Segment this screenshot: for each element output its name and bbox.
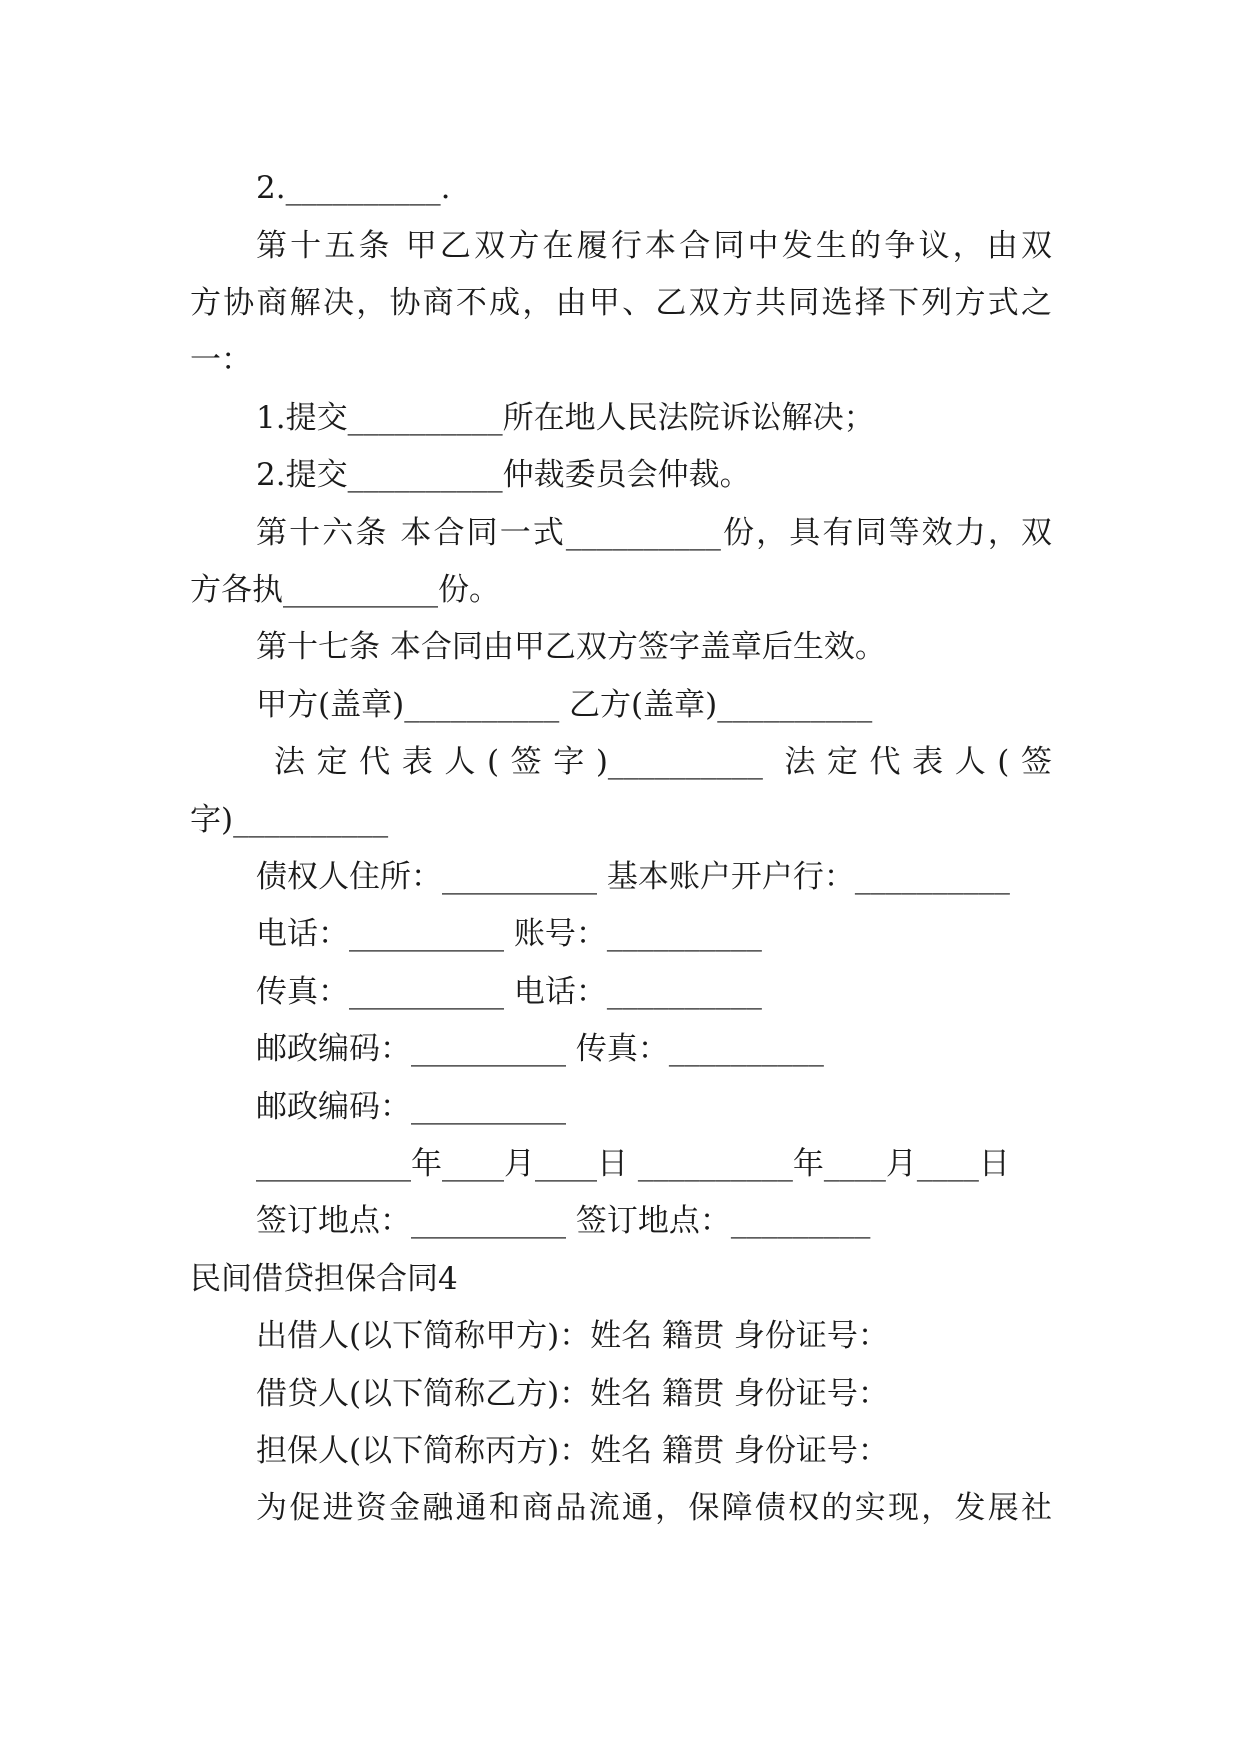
clause-15-option-2: 2.提交__________仲裁委员会仲裁。 [256, 457, 751, 493]
clause-15-continuation-end: 一： [190, 342, 252, 378]
date-line: __________年____月____日 __________年____月____日 [256, 1146, 1010, 1182]
clause-14-item-2: 2.__________. [256, 170, 451, 206]
legal-representative-continuation: 字)__________ [190, 802, 389, 838]
guarantor-line: 担保人(以下简称丙方)：姓名 籍贯 身份证号： [256, 1433, 889, 1469]
borrower-line: 借贷人(以下简称乙方)：姓名 籍贯 身份证号： [256, 1376, 889, 1412]
lender-line: 出借人(以下简称甲方)：姓名 籍贯 身份证号： [256, 1318, 889, 1354]
party-seal-line: 甲方(盖章)__________ 乙方(盖章)__________ [256, 687, 873, 723]
clause-17: 第十七条 本合同由甲乙双方签字盖章后生效。 [256, 629, 886, 665]
legal-representative-line: 法定代表人(签字)__________ 法定代表人(签 [274, 744, 1052, 780]
clause-15-option-1: 1.提交__________所在地人民法院诉讼解决； [256, 400, 875, 436]
phone-account-line: 电话：__________ 账号：__________ [256, 916, 762, 952]
section-title: 民间借贷担保合同4 [190, 1261, 458, 1297]
preamble-line: 为促进资金融通和商品流通，保障债权的实现，发展社 [256, 1490, 1052, 1526]
fax-phone-line: 传真：__________ 电话：__________ [256, 974, 762, 1010]
clause-16-heading: 第十六条 本合同一式__________份，具有同等效力，双 [256, 515, 1052, 551]
signing-place-line: 签订地点：__________ 签订地点：_________ [256, 1203, 871, 1239]
postcode-fax-line: 邮政编码：__________ 传真：__________ [256, 1031, 824, 1067]
clause-15-heading: 第十五条 甲乙双方在履行本合同中发生的争议，由双 [256, 228, 1052, 264]
clause-16-continuation: 方各执__________份。 [190, 572, 500, 608]
creditor-address-line: 债权人住所：__________ 基本账户开户行：__________ [256, 859, 1010, 895]
postcode-line: 邮政编码：__________ [256, 1089, 566, 1125]
clause-15-continuation: 方协商解决，协商不成，由甲、乙双方共同选择下列方式之 [190, 285, 1052, 321]
